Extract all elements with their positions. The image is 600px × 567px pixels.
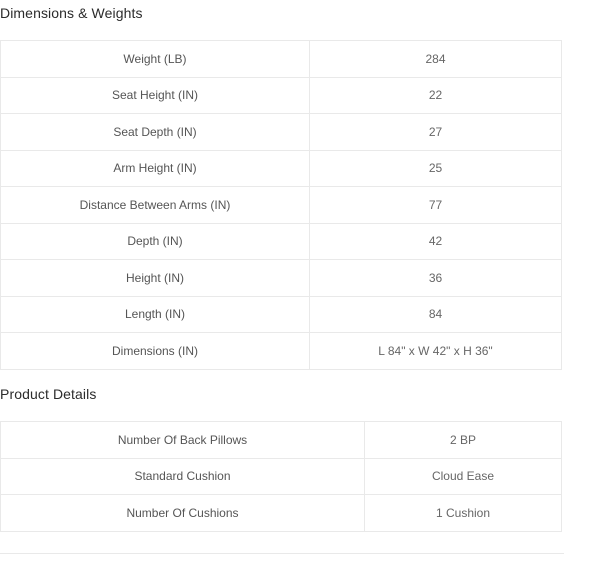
- spec-label: Arm Height (IN): [1, 150, 310, 187]
- spec-label: Dimensions (IN): [1, 333, 310, 370]
- spec-label: Seat Height (IN): [1, 77, 310, 114]
- table-row: [1, 495, 562, 532]
- spec-value: 36: [310, 260, 562, 297]
- table-row: [1, 41, 562, 78]
- dimensions-section-title: Dimensions & Weights: [0, 5, 143, 21]
- spec-value: 42: [310, 223, 562, 260]
- spec-label: Seat Depth (IN): [1, 114, 310, 151]
- spec-label: Length (IN): [1, 296, 310, 333]
- table-row: [1, 333, 562, 370]
- table-row: [1, 296, 562, 333]
- table-row: [1, 458, 562, 495]
- spec-value: 27: [310, 114, 562, 151]
- spec-value: 1 Cushion: [365, 495, 562, 532]
- spec-label: Weight (LB): [1, 41, 310, 78]
- section-divider: [0, 553, 564, 554]
- spec-label: Number Of Back Pillows: [1, 422, 365, 459]
- spec-value: 84: [310, 296, 562, 333]
- spec-label: Depth (IN): [1, 223, 310, 260]
- product-details-table: [0, 421, 562, 532]
- table-row: [1, 260, 562, 297]
- table-row: [1, 223, 562, 260]
- table-row: [1, 150, 562, 187]
- table-row: [1, 422, 562, 459]
- dimensions-table: [0, 40, 562, 370]
- spec-value: 284: [310, 41, 562, 78]
- spec-value: 77: [310, 187, 562, 224]
- spec-value: 25: [310, 150, 562, 187]
- spec-value: 22: [310, 77, 562, 114]
- spec-value: 2 BP: [365, 422, 562, 459]
- spec-value: Cloud Ease: [365, 458, 562, 495]
- table-row: [1, 187, 562, 224]
- table-row: [1, 114, 562, 151]
- spec-label: Height (IN): [1, 260, 310, 297]
- table-row: [1, 77, 562, 114]
- spec-value: L 84" x W 42" x H 36": [310, 333, 562, 370]
- spec-label: Standard Cushion: [1, 458, 365, 495]
- spec-label: Number Of Cushions: [1, 495, 365, 532]
- product-details-section-title: Product Details: [0, 386, 97, 402]
- spec-label: Distance Between Arms (IN): [1, 187, 310, 224]
